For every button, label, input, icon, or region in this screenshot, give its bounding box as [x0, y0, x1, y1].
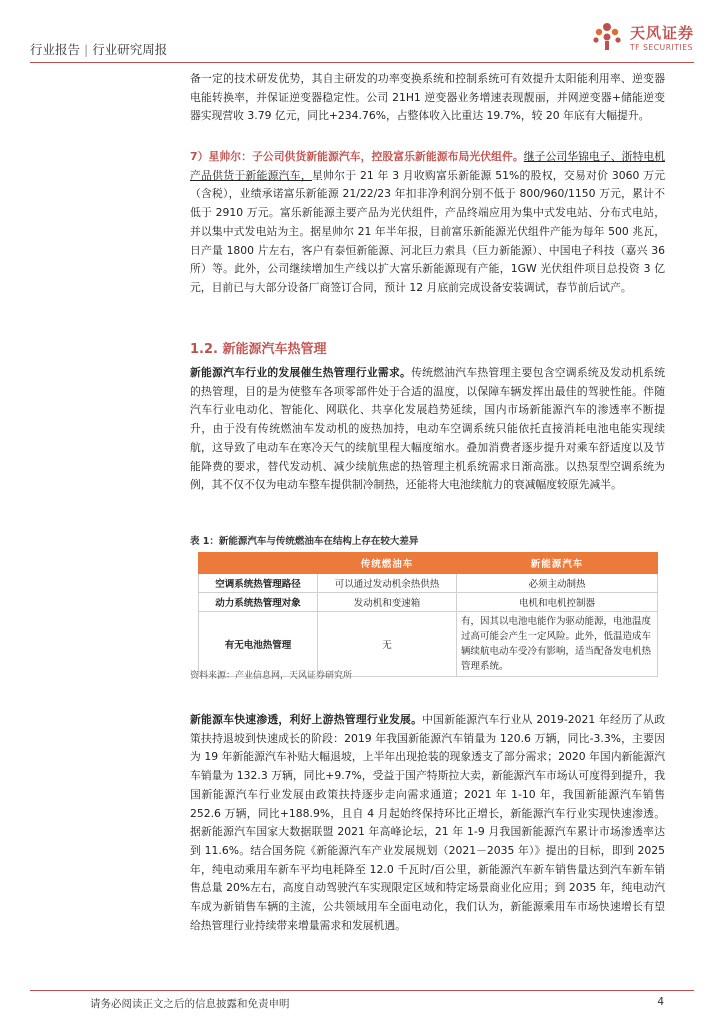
table-cell-fuel: 可以通过发动机余热供热 — [318, 574, 457, 593]
paragraph-3-text — [190, 364, 665, 495]
report-category: 行业报告 — [30, 42, 81, 57]
table-row-label: 空调系统热管理路径 — [199, 574, 318, 593]
paragraph-4 — [190, 711, 665, 935]
logo-text-en: TF SECURITIES — [629, 43, 694, 52]
section-title: 1.2. 新能源汽车热管理 — [190, 342, 327, 357]
table-cell-nev: 有，因其以电池电能作为驱动能源，电池温度过高可能会产生一定风险。此外，低温造成车辆续航电动车受冷有影响，适当配备发电机热管理系统。 — [457, 612, 658, 677]
footer-disclaimer: 请务必阅读正文之后的信息披露和免责申明 — [90, 998, 290, 1010]
table-row — [199, 612, 658, 677]
table-source: 资料来源：产业信息网，天风证券研究所 — [190, 671, 353, 681]
report-subcategory: 行业研究周报 — [92, 42, 168, 57]
table-header-row — [199, 553, 658, 574]
table-row-label: 有无电池热管理 — [199, 612, 318, 677]
table-header-fuel: 传统燃油车 — [318, 553, 457, 574]
paragraph-4-body: 中国新能源汽车行业从 2019-2021 年经历了从政策扶持退坡到快速成长的阶段：2019 年我国新能源汽车销量为 120.6 万辆，同比-3.3%，主要因为 19 年新能源汽车补贴大幅退坡，上半年出现抢装的现象透支了部分需求；2020 年国内新能源汽车销量为 132.3 万辆，同比+9.7%，受益于国产特斯拉大卖，新能源汽车市场认可度得到提升，我国新能源汽车行业发展由政策扶持逐步走向需求通道；2021 年 1-10 年，我国新能源汽车销售 252.6 万辆，同比+188.9%，且自 4 月起始终保持环比正增长，新能源汽车行业实现快速渗透。据新能源汽车国家大数据联盟 2021 年高峰论坛，21 年 1-9 月我国新能源汽车累计市场渗透率达到 11.6%。结合国务院《新能源汽车产业发展规划（2021－2035 年）》提出的目标，即到 2025 年，纯电动乘用车新车平均电耗降至 12.0 千瓦时/百公里，新能源汽车新车销售量达到汽车新车销售总量 20%左右，高度自动驾驶汽车实现限定区域和特定场景商业化应用；到 2035 年，纯电动汽车成为新销售车辆的主流，公共领域用车全面电动化，我们认为，新能源乘用车市场快速增长有望给热管理行业持续带来增量需求和发展机遇。 — [190, 713, 666, 932]
table-cell-nev: 必须主动制热 — [457, 574, 658, 593]
paragraph-4-text — [190, 711, 665, 935]
header-divider — [30, 62, 694, 63]
table-cell-nev: 电机和电机控制器 — [457, 593, 658, 612]
footer-divider — [30, 990, 694, 991]
table-row — [199, 593, 658, 612]
paragraph-2-body: 星帅尔于 21 年 3 月收购富乐新能源 51%的股权，交易对价 3060 万元（含税），业绩承诺富乐新能源 21/22/23 年扣非净利润分别不低于 800/960/1150 万元，累计不低于 2910 万元。富乐新能源主要产品为光伏组件，产品终端应用为集中式发电站、分布式电站，并以集中式发电站为主。据星帅尔 21 年半年报，目前富乐新能源光伏组件产能为每年 500 兆瓦，日产量 1800 片左右，客户有泰恒新能源、河北巨力索具（巨力新能源）、中国电子科技（嘉兴 36 所）等。此外，公司继续增加生产线以扩大富乐新能源现有产能，1GW 光伏组件项目总投资 3 亿元，目前已与大部分设备厂商签订合同，预计 12 月底前完成设备安装调试，春节前后试产。 — [190, 168, 666, 294]
table-title: 表 1：新能源汽车与传统燃油车在结构上存在较大差异 — [190, 536, 419, 547]
page-number: 4 — [657, 996, 664, 1008]
paragraph-2-text — [190, 148, 665, 298]
tf-securities-logo — [590, 22, 694, 52]
table-header-nev: 新能源汽车 — [457, 553, 658, 574]
report-type — [30, 40, 167, 58]
paragraph-1 — [190, 70, 665, 126]
paragraph-3-lead: 新能源汽车行业的发展催生热管理行业需求。 — [190, 366, 412, 379]
paragraph-3-body: 传统燃油汽车热管理主要包含空调系统及发动机系统的热管理，目的是为使整车各项零部件处于合适的温度，以保障车辆发挥出最佳的驾驶性能。伴随汽车行业电动化、智能化、网联化、共享化发展趋势延续，国内市场新能源汽车的渗透率不断提升，由于没有传统燃油车发动机的废热加持，电动车空调系统只能依托直接消耗电池电能实现续航，这导致了电动车在寒冷天气的续航里程大幅度缩水。叠加消费者逐步提升对乘车舒适度以及节能降费的要求，替代发动机、减少续航焦虑的热管理主机系统需求日渐高涨。以热泵型空调系统为例，其不仅不仅为电动车整车提供制冷制热，还能将大电池续航力的衰减幅度较原先减半。 — [190, 366, 666, 492]
table-row — [199, 574, 658, 593]
paragraph-3 — [190, 364, 665, 495]
table-row-label: 动力系统热管理对象 — [199, 593, 318, 612]
paragraph-2 — [190, 148, 665, 298]
table-cell-fuel: 发动机和变速箱 — [318, 593, 457, 612]
tf-securities-logo-icon — [590, 22, 624, 52]
logo-text-cn: 天风证券 — [629, 24, 694, 42]
table-header-empty — [199, 553, 318, 574]
paragraph-1-text: 备一定的技术研发优势，其自主研发的功率变换系统和控制系统可有效提升太阳能利用率、逆变器电能转换率，并保证逆变器稳定性。公司 21H1 逆变器业务增速表现靓丽，并网逆变器+储能逆变器实现营收 3.79 亿元，同比+234.76%，占整体收入比重达 19.7%，较 20 年底有大幅提升。 — [190, 72, 665, 123]
paragraph-2-underlined: 继子公司华锦电子、浙特电机产品供货于新能源汽车， — [190, 150, 666, 182]
paragraph-4-lead: 新能源车快速渗透，利好上游热管理行业发展。 — [190, 713, 423, 726]
paragraph-2-lead: 7）星帅尔：子公司供货新能源汽车，控股富乐新能源布局光伏组件。 — [190, 150, 524, 163]
comparison-table — [198, 552, 658, 677]
table-cell-fuel: 无 — [318, 612, 457, 677]
header-separator: | — [84, 42, 89, 57]
